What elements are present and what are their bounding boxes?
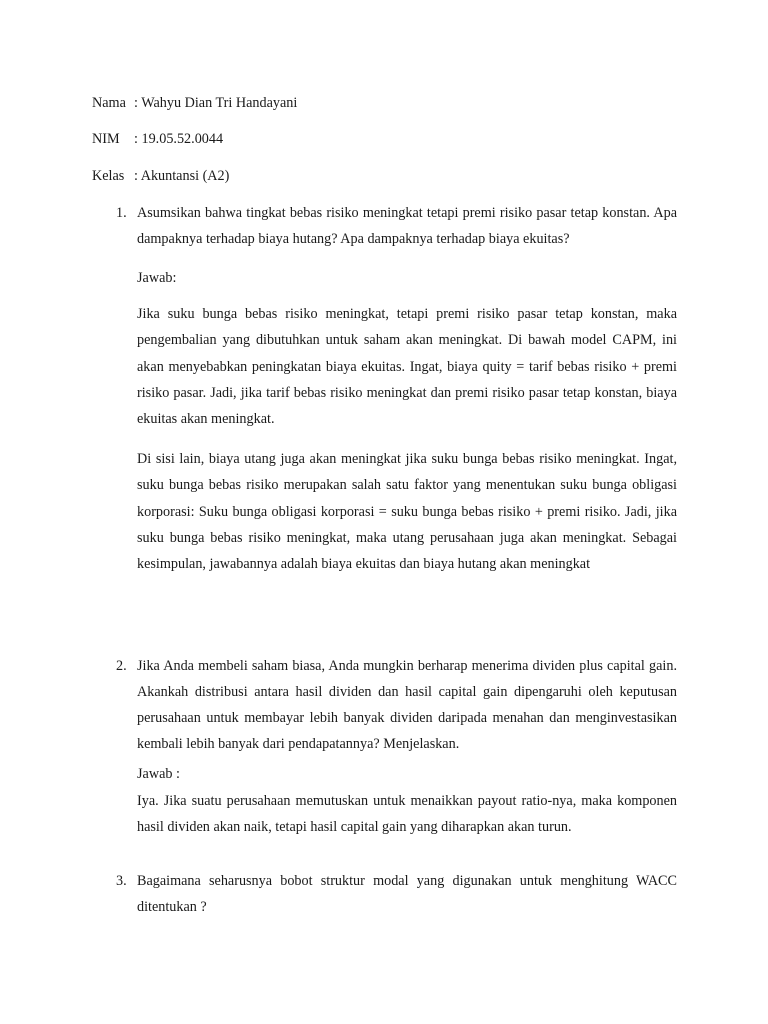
question-1-text: Asumsikan bahwa tingkat bebas risiko meningkat tetapi premi risiko pasar tetap konstan. Apa dampaknya terhadap biaya hutang? Apa dampaknya terhadap biaya ekuitas? xyxy=(137,205,677,248)
class-row xyxy=(92,167,229,185)
nim-value: : 19.05.52.0044 xyxy=(134,131,224,147)
class-value: : Akuntansi (A2) xyxy=(134,168,230,184)
class-label: Kelas xyxy=(92,168,125,184)
question-1-answer-label: Jawab: xyxy=(137,270,177,286)
name-value: : Wahyu Dian Tri Handayani xyxy=(134,95,298,111)
nim-label: NIM xyxy=(92,131,120,147)
question-1-answer-paragraph-2: Di sisi lain, biaya utang juga akan meningkat jika suku bunga bebas risiko meningkat. Ingat, suku bunga bebas risiko merupakan salah satu faktor yang menentukan suku bunga obligasi korporasi: Suku bunga obligasi korporasi = suku bunga bebas risiko + premi risiko. Jadi, jika suku bunga bebas risiko meningkat, maka utang perusahaan juga akan meningkat. Sebagai kesimpulan, jawabannya adalah biaya ekuitas dan biaya hutang akan meningkat xyxy=(137,451,677,573)
question-3-number: 3. xyxy=(116,873,127,889)
name-row xyxy=(92,94,297,112)
question-2-number: 2. xyxy=(116,658,127,674)
name-label: Nama xyxy=(92,95,126,111)
nim-row xyxy=(92,130,223,148)
question-1-number: 1. xyxy=(116,205,127,221)
question-2-text: Jika Anda membeli saham biasa, Anda mungkin berharap menerima dividen plus capital gain. Akankah distribusi antara hasil dividen dan hasil capital gain dipengaruhi oleh keputusan perusahaan untuk membayar lebih banyak dividen daripada menahan dan menginvestasikan kembali lebih banyak dari pendapatannya? Menjelaskan. xyxy=(137,658,677,752)
question-1-answer-paragraph-1: Jika suku bunga bebas risiko meningkat, tetapi premi risiko pasar tetap konstan, maka pengembalian yang dibutuhkan untuk saham akan meningkat. Di bawah model CAPM, ini akan menyebabkan peningkatan biaya ekuitas. Ingat, biaya quity = tarif bebas risiko + premi risiko pasar. Jadi, jika tarif bebas risiko meningkat dan premi risiko pasar tetap konstan, biaya ekuitas akan meningkat. xyxy=(137,306,677,428)
question-2-answer-label: Jawab : xyxy=(137,766,180,782)
question-2-answer-paragraph: Iya. Jika suatu perusahaan memutuskan untuk menaikkan payout ratio-nya, maka komponen hasil dividen akan naik, tetapi hasil capital gain yang diharapkan akan turun. xyxy=(137,793,677,835)
question-3-text: Bagaimana seharusnya bobot struktur modal yang digunakan untuk menghitung WACC ditentukan ? xyxy=(137,873,677,915)
